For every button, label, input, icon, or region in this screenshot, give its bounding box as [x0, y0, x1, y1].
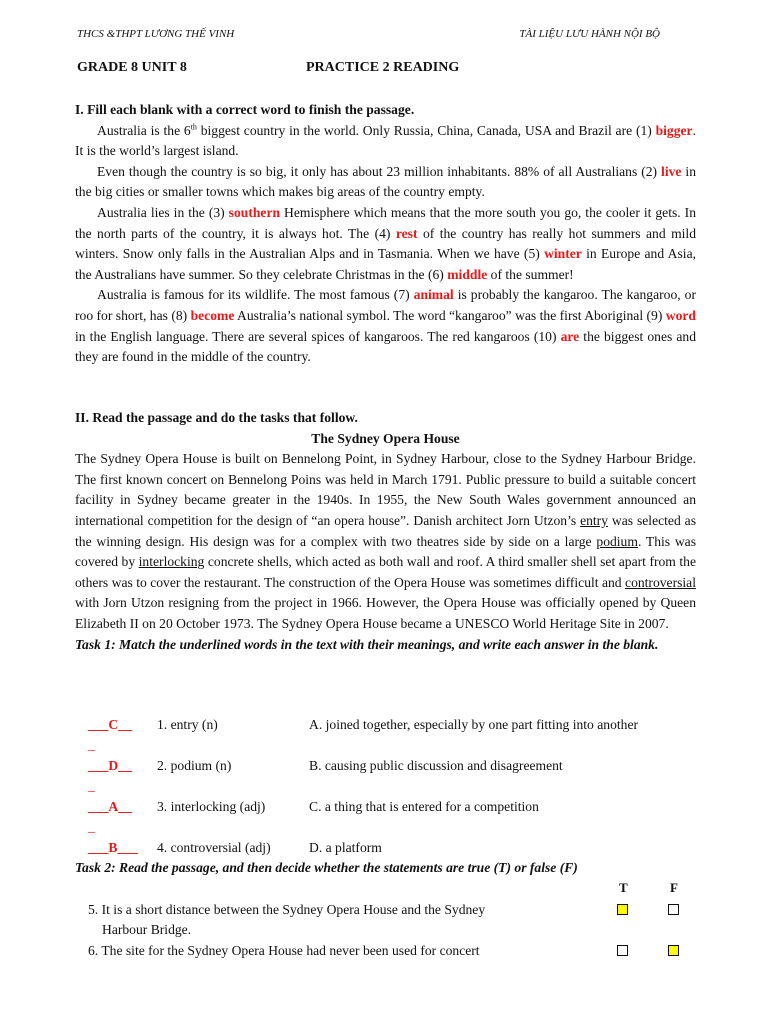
match-answer: ___B___ [88, 840, 138, 855]
statement-5: 5. It is a short distance between the Sydney Opera House and the Sydney Harbour Bridge. [88, 902, 486, 937]
passage-title: The Sydney Opera House [311, 430, 460, 446]
match-answer: ___A__ [88, 799, 132, 814]
part2-heading: II. Read the passage and do the tasks that follow. [75, 410, 358, 425]
match-word: 3. interlocking (adj) [157, 799, 266, 814]
q6-true-checkbox[interactable] [617, 945, 628, 956]
document-note: TÀI LIỆU LƯU HÀNH NỘI BỘ [519, 28, 660, 40]
part1-paragraph-1: Australia is the 6th biggest country in the world. Only Russia, China, Canada, USA and Brazil are (1) bigger. It is the world’s largest island. [75, 122, 696, 159]
answer-3: southern [228, 204, 281, 220]
q5-true-checkbox[interactable] [617, 904, 628, 915]
part1-section [75, 100, 696, 368]
underlined-podium: podium [596, 533, 638, 549]
match-dash: _ [88, 778, 95, 793]
match-row [88, 838, 698, 858]
part1-paragraph-2: Even though the country is so big, it only has about 23 million inhabitants. 88% of all Australians (2) live in the big cities or smaller towns which makes big areas of the country empty. [75, 163, 696, 200]
school-name: THCS &THPT LƯƠNG THẾ VINH [77, 28, 235, 40]
opera-house-passage: The Sydney Opera House is built on Bennelong Point, in Sydney Harbour, close to the Sydney Harbour Bridge. The first known concert on Bennelong Poins was held in March 1791. Public pressure to build a suitable concert facility in Sydney became greater in the 1940s. In 1955, the New South Wales government announced an international competition for the design of “an opera house”. Danish architect Jorn Utzon’s entry was selected as the winning design. His design was for a complex with two theatres side by side on a large podium. This was covered by interlocking concrete shells, which acted as both wall and roof. A third smaller shell set apart from the others was to cover the restaurant. The construction of the Opera House was sometimes difficult and controversial with Jorn Utzon resigning from the project in 1966. However, the Opera House was officially opened by Queen Elizabeth II on 20 October 1973. The Sydney Opera House became a UNESCO World Heritage Site in 2007. [75, 451, 696, 631]
match-word: 1. entry (n) [157, 717, 218, 732]
practice-title: PRACTICE 2 READING [306, 60, 460, 75]
part1-heading: I. Fill each blank with a correct word to finish the passage. [75, 102, 415, 117]
match-word: 4. controversial (adj) [157, 840, 271, 855]
match-answer: ___C__ [88, 717, 132, 732]
match-definition: A. joined together, especially by one part fitting into another [309, 717, 639, 732]
answer-4: rest [395, 225, 418, 241]
task1-instruction: Task 1: Match the underlined words in the text with their meanings, and write each answer in the blank. [75, 636, 659, 652]
statement-6: 6. The site for the Sydney Opera House had never been used for concert [88, 943, 480, 958]
answer-2: live [661, 163, 682, 179]
match-word: 2. podium (n) [157, 758, 232, 773]
part1-paragraph-4: Australia is famous for its wildlife. The most famous (7) animal is probably the kangaroo. The kangaroo, or roo for short, has (8) become Australia’s national symbol. The word “kangaroo” was the first Aboriginal (9) word in the English language. There are several spices of kangaroos. The red kangaroos (10) are the biggest ones and they are found in the middle of the country. [75, 287, 696, 365]
answer-8: become [190, 307, 235, 323]
answer-7: animal [413, 287, 454, 303]
q5-false-checkbox[interactable] [668, 904, 679, 915]
true-column-label: T [619, 880, 628, 895]
underlined-entry: entry [580, 512, 608, 528]
unit-title: GRADE 8 UNIT 8 [77, 60, 187, 75]
match-row [88, 756, 698, 793]
false-column-label: F [670, 880, 678, 895]
task2-instruction: Task 2: Read the passage, and then decide whether the statements are true (T) or false (F) [75, 860, 578, 875]
q6-false-checkbox[interactable] [668, 945, 679, 956]
underlined-interlocking: interlocking [138, 554, 205, 570]
title-row [77, 60, 697, 76]
answer-5: winter [544, 246, 582, 262]
part2-section [75, 408, 696, 655]
underlined-controversial: controversial [625, 574, 696, 590]
match-row [88, 797, 698, 834]
match-definition: C. a thing that is entered for a competition [309, 799, 539, 814]
answer-1: bigger [655, 122, 693, 138]
answer-6: middle [447, 266, 488, 282]
match-dash: _ [88, 737, 95, 752]
match-definition: D. a platform [309, 840, 382, 855]
match-answer: ___D__ [88, 758, 132, 773]
match-row [88, 715, 698, 752]
match-dash: _ [88, 819, 95, 834]
match-definition: B. causing public discussion and disagreement [309, 758, 563, 773]
part1-paragraph-3: Australia lies in the (3) southern Hemisphere which means that the more south you go, the cooler it gets. In the north parts of the country, it is always hot. The (4) rest of the country has really hot summers and mild winters. Snow only falls in the Australian Alps and in Tasmania. When we have (5) winter in Europe and Asia, the Australians have summer. So they celebrate Christmas in the (6) middle of the summer! [75, 204, 696, 282]
answer-9: word [665, 307, 696, 323]
answer-10: are [560, 328, 580, 344]
